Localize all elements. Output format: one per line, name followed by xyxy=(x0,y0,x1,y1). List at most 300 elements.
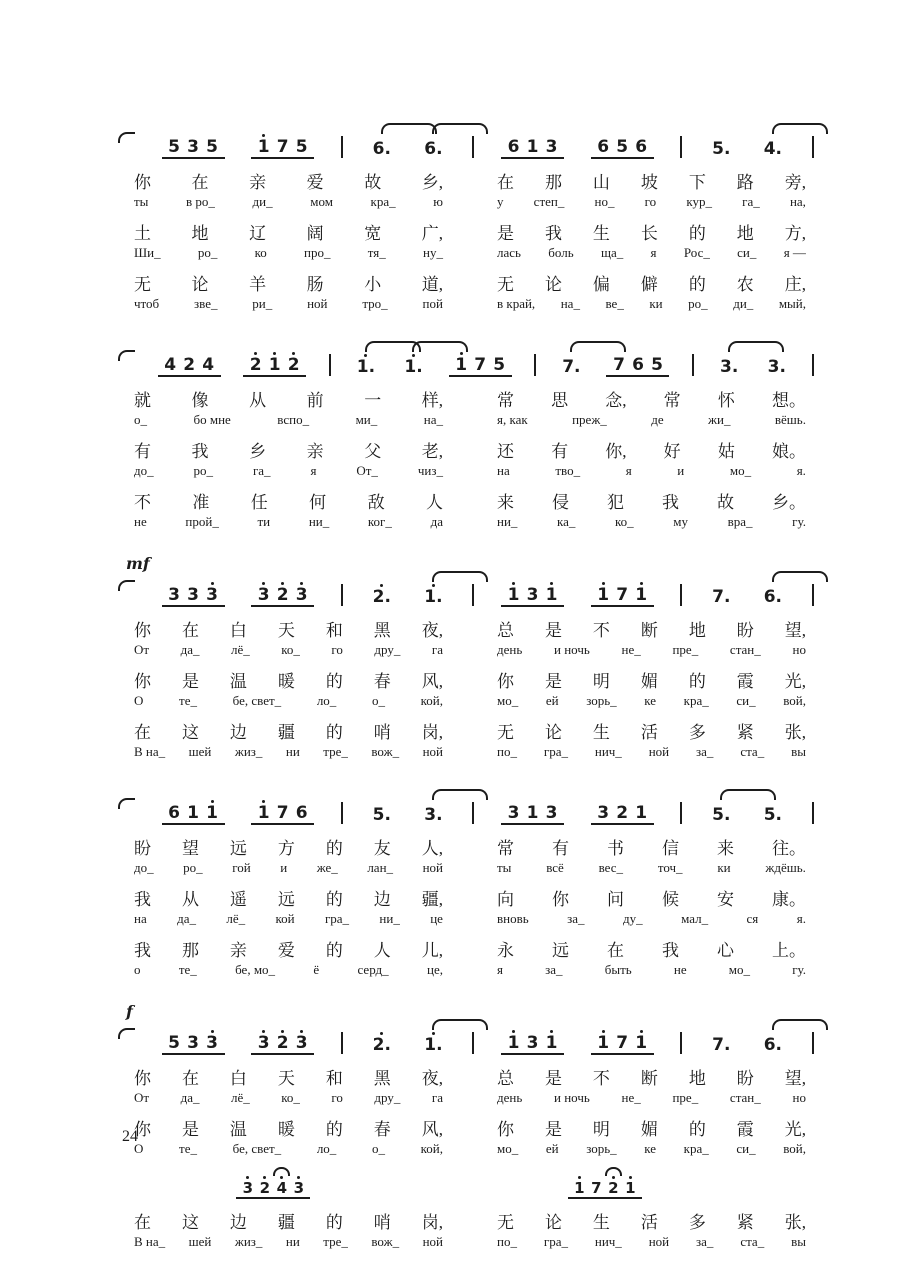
barline xyxy=(472,1032,474,1054)
lyric-syllable: 父 xyxy=(364,442,382,461)
lyric-syllable: ной xyxy=(422,1234,443,1249)
lyric-syllable: 和 xyxy=(325,621,343,640)
note-value: 1. xyxy=(424,1035,443,1055)
lyric-syllable: 农 xyxy=(736,275,754,294)
lyric-syllable: 紧 xyxy=(736,1213,754,1232)
note-value: 3 xyxy=(187,585,199,605)
lyric-syllable: 在 xyxy=(607,941,624,960)
lyric-syllable: ты xyxy=(497,860,512,875)
jianpu-note xyxy=(184,1030,203,1052)
lyric-syllable: ди_ xyxy=(252,194,273,209)
lyric-syllable: по_ xyxy=(497,1234,517,1249)
lyric-syllable: 地 xyxy=(736,224,754,243)
lyric-syllable: де xyxy=(651,412,664,427)
jianpu-note xyxy=(284,352,303,374)
lyric-half-right xyxy=(495,219,814,244)
lyric-syllable: 犯 xyxy=(607,493,624,512)
lyric-syllable: ко_ xyxy=(615,514,634,529)
lyric-syllable: 下 xyxy=(688,173,706,192)
lyric-syllable: 你 xyxy=(134,672,151,691)
lyric-syllable: о_ xyxy=(371,693,385,708)
lyric-half-left xyxy=(118,834,449,859)
lyric-syllable: 来 xyxy=(717,839,734,858)
lyric-syllable: не_ xyxy=(621,1090,641,1105)
lyric-syllable: бе, мо_ xyxy=(235,962,276,977)
note-value: 2 xyxy=(616,803,629,823)
lyric-half-left xyxy=(118,860,449,876)
lyric-syllable: зорь_ xyxy=(586,1141,617,1156)
lyric-syllable: ждёшь. xyxy=(765,860,806,875)
lyric-syllable: за_ xyxy=(545,962,563,977)
jianpu-note xyxy=(273,1030,292,1052)
lyric-syllable: гра_ xyxy=(324,911,350,926)
lyric-syllable: си_ xyxy=(736,1141,756,1156)
lyric-syllable: ко xyxy=(254,245,267,260)
lyric-syllable: 乡 xyxy=(249,442,267,461)
note-value: 1 xyxy=(635,803,648,823)
note-value: 3 xyxy=(295,585,308,605)
barline xyxy=(534,354,536,376)
lyric-half-left xyxy=(118,296,449,312)
lyrics-row-russian xyxy=(118,860,814,876)
note-group xyxy=(717,354,742,377)
jianpu-note xyxy=(184,134,203,156)
note-value: 3 xyxy=(257,585,270,605)
barline xyxy=(680,136,682,158)
lyric-syllable: ни xyxy=(285,744,300,759)
jianpu-note xyxy=(632,134,651,156)
note-value: 5 xyxy=(206,137,218,157)
lyric-syllable: 论 xyxy=(544,1213,562,1232)
note-value: 5. xyxy=(763,805,782,825)
dynamic-marking: mf xyxy=(126,554,150,573)
note-value: 4. xyxy=(763,139,782,159)
note-group xyxy=(369,136,394,159)
lyric-syllable: 爱 xyxy=(277,941,295,960)
jianpu-note xyxy=(622,1176,639,1196)
note-group xyxy=(449,352,512,377)
lyric-syllable: же_ xyxy=(316,860,338,875)
jianpu-note xyxy=(203,134,222,156)
lyric-syllable: 远 xyxy=(229,839,247,858)
note-value: 7. xyxy=(562,357,581,377)
jianpu-note xyxy=(523,800,542,822)
lyric-syllable: ке xyxy=(644,693,657,708)
lyric-syllable: вы xyxy=(791,1234,806,1249)
jianpu-note xyxy=(203,582,222,604)
jianpu-note xyxy=(161,352,180,374)
lyric-syllable: це xyxy=(430,911,443,926)
lyric-syllable: 准 xyxy=(192,493,210,512)
lyric-syllable: по_ xyxy=(497,744,517,759)
note-group xyxy=(353,354,378,377)
lyric-syllable: 友 xyxy=(373,839,391,858)
jianpu-note xyxy=(490,352,509,374)
lyric-syllable: 僻 xyxy=(640,275,658,294)
lyric-syllable: о_ xyxy=(371,1141,385,1156)
lyric-syllable: 是 xyxy=(181,1120,199,1139)
lyric-syllable: вы xyxy=(791,744,806,759)
lyrics-row-russian xyxy=(118,693,814,709)
lyrics-row-chinese xyxy=(118,168,814,193)
note-group xyxy=(760,584,785,607)
lyric-syllable: но xyxy=(792,642,806,657)
lyric-syllable: 望, xyxy=(784,621,806,640)
lyric-syllable: вспо_ xyxy=(277,412,310,427)
note-value: 3 xyxy=(242,1179,254,1197)
tie-arc xyxy=(118,132,135,143)
lyric-syllable: 霞 xyxy=(736,1120,754,1139)
note-value: 6 xyxy=(635,137,648,157)
jianpu-note xyxy=(404,354,423,376)
lyric-syllable: пой xyxy=(422,296,443,311)
lyric-half-left xyxy=(118,412,449,428)
tie-arc xyxy=(118,580,135,591)
lyric-syllable: на_ xyxy=(560,296,580,311)
jianpu-note xyxy=(504,134,523,156)
lyric-syllable: ей xyxy=(545,1141,559,1156)
note-value: 2 xyxy=(287,355,300,375)
lyric-syllable: ной xyxy=(648,744,670,759)
lyric-syllable: 紧 xyxy=(736,723,754,742)
lyric-syllable: я xyxy=(625,463,632,478)
jianpu-note xyxy=(628,352,647,374)
lyric-half-right xyxy=(495,194,814,210)
lyric-syllable: ной xyxy=(307,296,328,311)
lyric-half-right xyxy=(495,911,814,927)
lyric-syllable: кра_ xyxy=(370,194,396,209)
barline xyxy=(472,802,474,824)
lyric-syllable: вновь xyxy=(497,911,529,926)
note-value: 1 xyxy=(574,1179,585,1197)
lyric-syllable: Ши_ xyxy=(134,245,161,260)
lyric-syllable: гра_ xyxy=(543,744,568,759)
jianpu-note xyxy=(632,582,651,604)
lyric-syllable: мо_ xyxy=(728,962,751,977)
lyric-syllable: лё_ xyxy=(230,1090,250,1105)
note-group xyxy=(401,354,426,377)
note-value: 2. xyxy=(372,1035,391,1055)
lyric-syllable: зорь_ xyxy=(586,693,617,708)
barline xyxy=(341,584,343,606)
lyric-half-right xyxy=(495,1090,814,1106)
note-value: 6 xyxy=(168,803,180,823)
note-value: 1 xyxy=(597,1033,610,1053)
lyric-syllable: нич_ xyxy=(594,744,622,759)
note-value: 4 xyxy=(164,355,177,375)
lyric-syllable: ста_ xyxy=(740,744,765,759)
note-group xyxy=(162,134,225,159)
music-system-2 xyxy=(118,336,814,530)
lyric-syllable: 哨 xyxy=(373,1213,391,1232)
lyric-syllable: 念, xyxy=(605,391,627,410)
lyric-syllable: 亲 xyxy=(249,173,267,192)
barline xyxy=(680,802,682,824)
note-group xyxy=(421,1032,446,1055)
jianpu-note xyxy=(203,1030,222,1052)
lyric-half-right xyxy=(495,412,814,428)
lyric-half-right xyxy=(495,962,814,978)
lyric-syllable: 像 xyxy=(191,391,209,410)
lyric-half-right xyxy=(495,616,814,641)
lyric-syllable: чиз_ xyxy=(417,463,443,478)
lyric-half-left xyxy=(118,911,449,927)
lyrics-row-russian xyxy=(118,412,814,428)
lyrics-row-chinese xyxy=(118,885,814,910)
lyric-syllable: лё_ xyxy=(230,642,250,657)
lyric-syllable: тре_ xyxy=(323,1234,348,1249)
lyrics-row-russian xyxy=(118,463,814,479)
lyric-half-right xyxy=(495,1234,814,1250)
lyric-syllable: жи_ xyxy=(708,412,731,427)
lyric-syllable: лё_ xyxy=(226,911,246,926)
lyric-syllable: 有 xyxy=(551,442,569,461)
note-value: 6. xyxy=(763,587,782,607)
note-value: 3. xyxy=(424,805,443,825)
lyric-syllable: 不 xyxy=(134,493,151,512)
lyric-syllable: ло_ xyxy=(316,1141,337,1156)
lyric-syllable: ей xyxy=(545,693,559,708)
tie-arc xyxy=(118,798,135,809)
note-value: 7 xyxy=(616,585,629,605)
lyric-syllable: 你 xyxy=(134,621,151,640)
lyric-syllable: тро_ xyxy=(362,296,388,311)
barline xyxy=(812,354,814,376)
lyric-syllable: 的 xyxy=(325,941,343,960)
ossia-line xyxy=(118,1157,814,1199)
jianpu-note xyxy=(613,134,632,156)
lyric-syllable: 疆 xyxy=(277,1213,295,1232)
lyric-syllable: прой_ xyxy=(185,514,219,529)
lyric-syllable: и ночь xyxy=(554,1090,590,1105)
lyric-syllable: ко_ xyxy=(281,1090,300,1105)
lyric-syllable: 光, xyxy=(784,672,806,691)
lyric-syllable: 白 xyxy=(229,621,247,640)
lyric-syllable: за_ xyxy=(567,911,585,926)
lyrics-row-russian xyxy=(118,245,814,261)
lyric-syllable: 疆, xyxy=(421,890,443,909)
note-value: 7 xyxy=(276,803,289,823)
lyric-syllable: 盼 xyxy=(736,1069,754,1088)
lyric-syllable: у xyxy=(497,194,504,209)
melody-line xyxy=(118,1014,814,1055)
note-group xyxy=(501,134,564,159)
lyric-syllable: кра_ xyxy=(683,693,709,708)
barline xyxy=(692,354,694,376)
lyric-syllable: 任 xyxy=(250,493,268,512)
lyric-syllable: 爱 xyxy=(306,173,324,192)
lyric-half-left xyxy=(118,693,449,709)
lyric-syllable: ро_ xyxy=(193,463,214,478)
lyric-syllable: 往。 xyxy=(772,839,806,858)
lyric-half-left xyxy=(118,1064,449,1089)
lyric-syllable: 我 xyxy=(134,941,151,960)
lyric-half-left xyxy=(118,463,449,479)
lyric-syllable: ки xyxy=(717,860,731,875)
lyric-syllable: 的 xyxy=(325,1213,343,1232)
lyric-syllable: 望 xyxy=(181,839,199,858)
jianpu-note xyxy=(273,134,292,156)
note-value: 1 xyxy=(597,585,610,605)
lyric-syllable: 无 xyxy=(134,275,151,294)
lyric-syllable: 敌 xyxy=(367,493,385,512)
lyric-syllable: 娘。 xyxy=(771,442,806,461)
lyric-syllable: 地 xyxy=(688,1069,706,1088)
lyric-syllable: гу. xyxy=(792,514,806,529)
lyric-syllable: в край, xyxy=(497,296,536,311)
lyric-syllable: вра_ xyxy=(727,514,753,529)
lyric-syllable: стан_ xyxy=(729,642,761,657)
note-group xyxy=(251,1030,314,1055)
jianpu-note xyxy=(594,134,613,156)
lyric-syllable: гой xyxy=(232,860,251,875)
lyric-syllable: боль xyxy=(548,245,574,260)
jianpu-note xyxy=(292,582,311,604)
lyrics-row-russian xyxy=(118,514,814,530)
note-group xyxy=(243,352,306,377)
lyric-syllable: 天 xyxy=(277,621,295,640)
lyric-syllable: 想。 xyxy=(771,391,806,410)
dynamic-marking: f xyxy=(126,1002,133,1021)
note-value: 1 xyxy=(507,1033,520,1053)
lyric-syllable: я — xyxy=(783,245,806,260)
note-value: 3 xyxy=(206,1033,218,1053)
lyric-syllable: 多 xyxy=(688,1213,706,1232)
lyric-syllable: и xyxy=(677,463,685,478)
lyric-syllable: 明 xyxy=(592,1120,610,1139)
lyric-syllable: 媚 xyxy=(640,1120,658,1139)
lyric-half-left xyxy=(118,386,449,411)
lyric-syllable: 远 xyxy=(552,941,569,960)
lyric-syllable: зве_ xyxy=(194,296,218,311)
lyric-syllable: ду_ xyxy=(622,911,643,926)
note-value: 7 xyxy=(591,1179,602,1197)
lyric-syllable: 是 xyxy=(497,224,514,243)
lyric-syllable: ко_ xyxy=(281,642,300,657)
lyric-syllable: я. xyxy=(796,911,806,926)
note-group xyxy=(606,352,669,377)
lyric-half-left xyxy=(118,168,449,193)
lyric-syllable: о_ xyxy=(134,412,147,427)
note-value: 3 xyxy=(206,585,218,605)
jianpu-note xyxy=(165,582,184,604)
lyric-syllable: 你 xyxy=(134,1120,151,1139)
lyric-half-right xyxy=(495,463,814,479)
lyric-syllable: ка_ xyxy=(557,514,576,529)
jianpu-note xyxy=(424,136,443,158)
lyric-half-left xyxy=(118,1208,449,1233)
lyric-syllable: до_ xyxy=(134,463,154,478)
lyric-syllable: мом xyxy=(310,194,333,209)
lyric-syllable: 断 xyxy=(640,1069,658,1088)
lyric-syllable: 在 xyxy=(181,1069,199,1088)
note-value: 5. xyxy=(712,805,731,825)
note-value: 7. xyxy=(712,587,731,607)
jianpu-note xyxy=(273,582,292,604)
lyric-syllable: бе, свет_ xyxy=(232,1141,282,1156)
barline xyxy=(812,584,814,606)
lyric-syllable: 我 xyxy=(134,890,151,909)
tie-arc xyxy=(118,1028,135,1039)
lyric-syllable: ни_ xyxy=(379,911,400,926)
note-value: 2 xyxy=(249,355,262,375)
note-value: 3 xyxy=(257,1033,270,1053)
jianpu-note xyxy=(273,1176,290,1196)
jianpu-note xyxy=(594,582,613,604)
note-value: 5 xyxy=(493,355,506,375)
lyric-syllable: нич_ xyxy=(594,1234,622,1249)
lyric-syllable: 断 xyxy=(640,621,658,640)
lyric-syllable: бо мне xyxy=(193,412,231,427)
lyric-syllable: 一 xyxy=(364,391,382,410)
lyric-syllable: 风, xyxy=(421,1120,443,1139)
lyric-syllable: на xyxy=(497,463,510,478)
lyric-syllable: це, xyxy=(426,962,443,977)
lyric-syllable: ной xyxy=(648,1234,670,1249)
note-value: 4 xyxy=(276,1179,288,1197)
note-group xyxy=(559,354,584,377)
jianpu-note xyxy=(712,802,731,824)
note-group xyxy=(162,582,225,607)
lyric-syllable: 常 xyxy=(497,839,514,858)
lyric-syllable: 是 xyxy=(544,621,562,640)
lyric-syllable: 论 xyxy=(544,275,562,294)
lyric-syllable: 生 xyxy=(592,224,610,243)
lyric-syllable: га xyxy=(431,1090,443,1105)
note-value: 3 xyxy=(526,585,539,605)
lyric-syllable: 偏 xyxy=(592,275,610,294)
lyric-syllable: 边 xyxy=(229,1213,247,1232)
jianpu-note xyxy=(763,136,782,158)
lyric-syllable: 在 xyxy=(134,1213,151,1232)
music-system-3 xyxy=(118,554,814,760)
note-value: 7. xyxy=(712,1035,731,1055)
lyric-syllable: 黑 xyxy=(373,1069,391,1088)
note-group xyxy=(369,802,394,825)
lyric-syllable: ю xyxy=(433,194,443,209)
note-value: 1 xyxy=(257,803,270,823)
lyric-syllable: мый, xyxy=(778,296,806,311)
jianpu-note xyxy=(609,352,628,374)
lyric-syllable: кой, xyxy=(420,693,443,708)
lyric-syllable: гра_ xyxy=(543,1234,568,1249)
lyric-syllable: 人, xyxy=(421,839,443,858)
note-value: 1. xyxy=(356,357,376,377)
lyric-half-left xyxy=(118,437,449,462)
jianpu-note xyxy=(542,800,561,822)
note-value: 1 xyxy=(635,1033,648,1053)
lyric-syllable: 坡 xyxy=(640,173,658,192)
jianpu-note xyxy=(594,1030,613,1052)
lyric-half-left xyxy=(118,718,449,743)
lyric-syllable: 在 xyxy=(181,621,199,640)
jianpu-note xyxy=(239,1176,256,1196)
melody-line xyxy=(118,336,814,377)
jianpu-note xyxy=(254,800,273,822)
jianpu-note xyxy=(767,354,786,376)
lyric-syllable: 在 xyxy=(191,173,209,192)
note-value: 6 xyxy=(632,355,644,375)
jianpu-note xyxy=(372,1032,391,1054)
lyric-syllable: 地 xyxy=(191,224,209,243)
lyric-syllable: чтоб xyxy=(134,296,160,311)
jianpu-note xyxy=(356,354,375,376)
jianpu-note xyxy=(165,800,184,822)
lyric-syllable: вож_ xyxy=(371,744,400,759)
jianpu-note xyxy=(763,802,782,824)
lyric-syllable: га_ xyxy=(742,194,760,209)
lyric-syllable: 望, xyxy=(784,1069,806,1088)
